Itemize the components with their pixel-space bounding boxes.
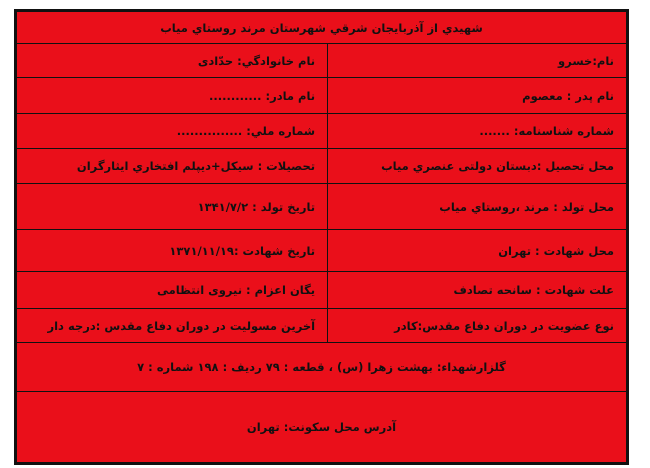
martyrdom-place-cell: محل شهادت : تهران (328, 230, 627, 272)
place-of-study-cell: محل تحصيل :دبستان دولتی عنصري مياب (328, 149, 627, 184)
mother-name-cell: نام مادر: ............ (17, 78, 328, 114)
birth-place-cell: محل تولد : مرند ،روستاي مياب (328, 184, 627, 230)
first-name-cell: نام:خسرو (328, 44, 627, 78)
birth-certificate-number-cell: شماره شناسنامه: ....... (328, 114, 627, 149)
info-table (16, 11, 627, 463)
martyrdom-date-cell: تاريخ شهادت :۱۳۷۱/۱۱/۱۹ (17, 230, 328, 272)
dispatch-unit-cell: يگان اعزام : نيروی انتظامی (17, 272, 328, 309)
national-id-cell: شماره ملي: ............... (17, 114, 328, 149)
birth-date-cell: تاريخ تولد : ۱۳۴۱/۷/۲ (17, 184, 328, 230)
membership-type-cell: نوع عضويت در دوران دفاع مقدس:كادر (328, 309, 627, 343)
card-title: شهيدي از آذربايجان شرقي شهرستان مرند روستاي مياب (17, 12, 627, 44)
martyr-info-card (14, 9, 629, 465)
burial-place-cell: گلزارشهداء: بهشت زهرا (س) ، قطعه : ۷۹ رديف : ۱۹۸ شماره : ۷ (17, 343, 627, 392)
martyrdom-cause-cell: علت شهادت : سانحه تصادف (328, 272, 627, 309)
residence-address-cell: آدرس محل سكونت: تهران (17, 392, 627, 463)
family-name-cell: نام خانوادگي: حدّادی (17, 44, 328, 78)
education-cell: تحصيلات : سيكل+ديپلم افتخاري ايثارگران (17, 149, 328, 184)
father-name-cell: نام پدر : معصوم (328, 78, 627, 114)
last-responsibility-cell: آخرين مسوليت در دوران دفاع مقدس :درجه دار (17, 309, 328, 343)
